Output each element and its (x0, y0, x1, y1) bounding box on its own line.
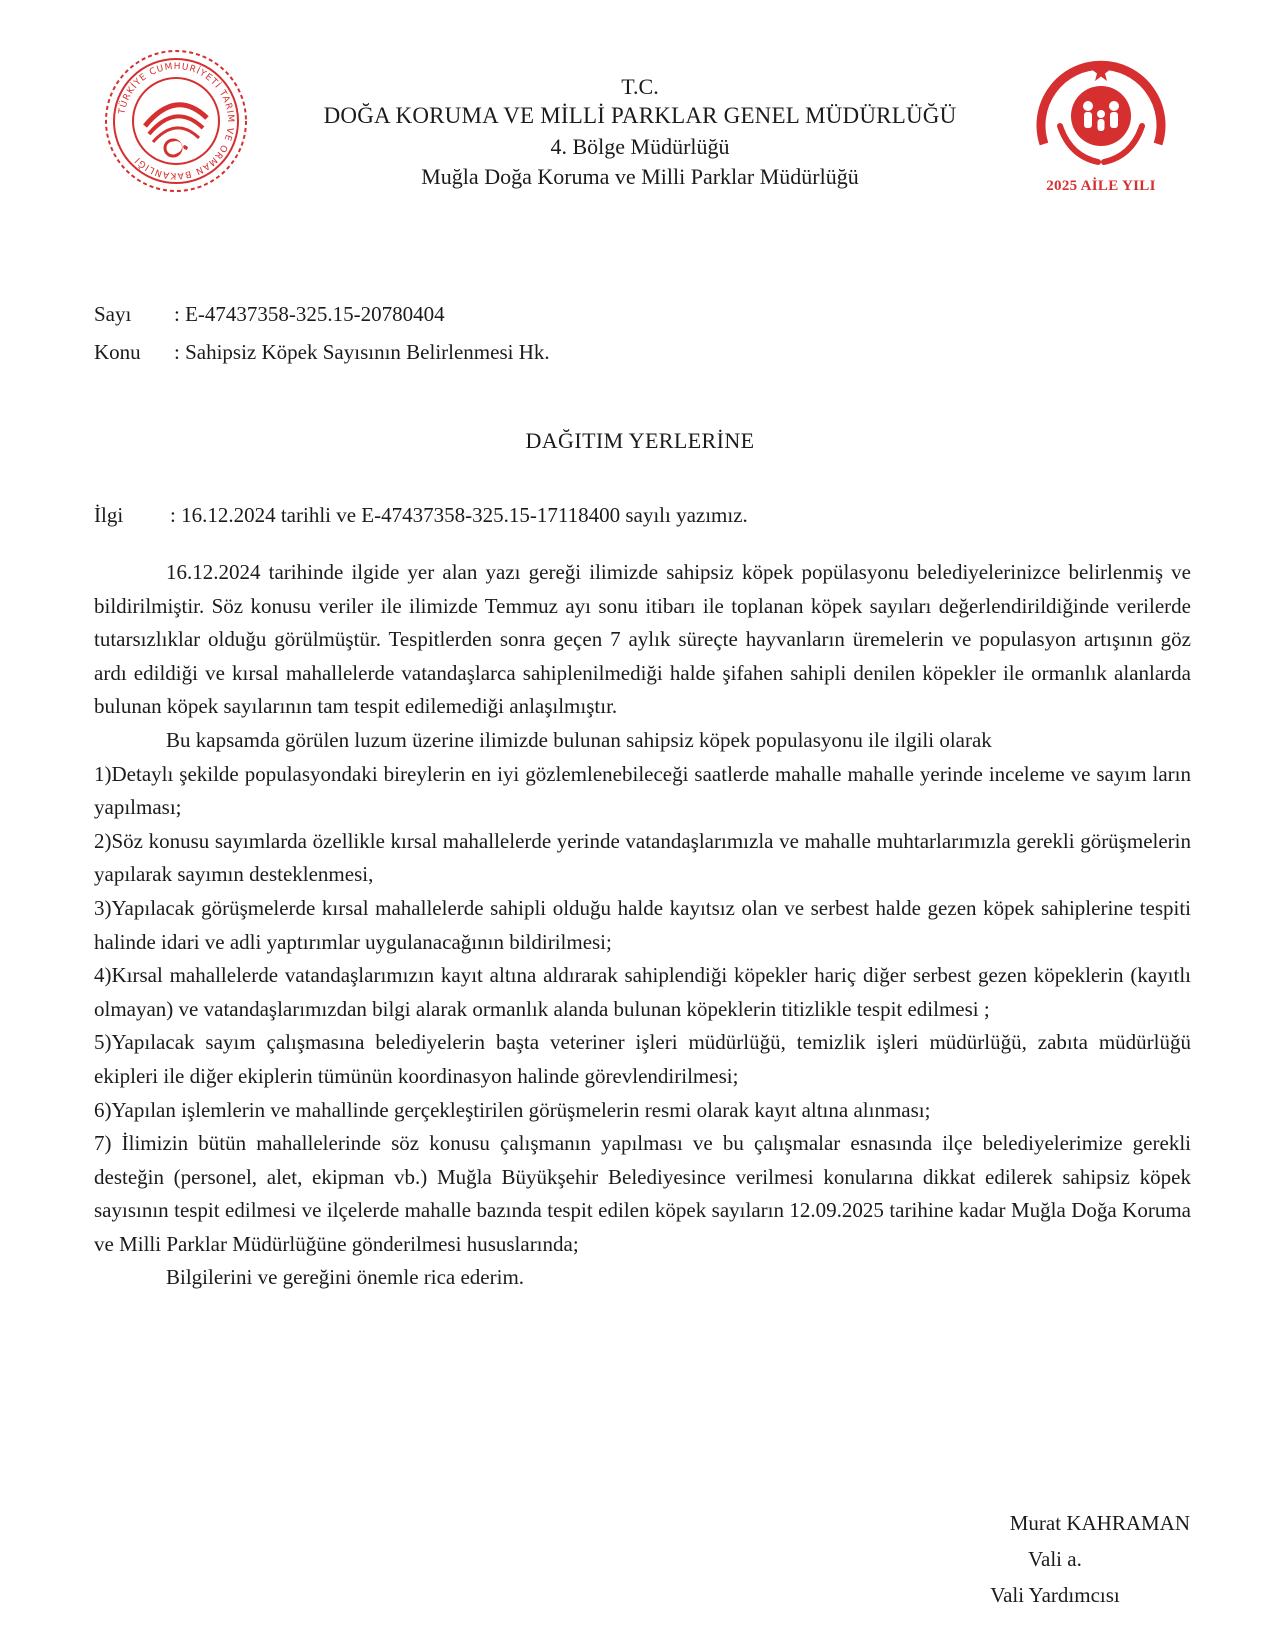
list-item: 4)Kırsal mahallelerde vatandaşlarımızın kayıt altına aldırarak sahiplendiği köpekler hariç diğer serbest gezen köpeklerin (kayıtlı olmayan) ve vatandaşlarımızdan bilgi alarak ormanlık alanda bulunan köpeklerin titizlikle tespit edilmesi ; (94, 963, 1191, 1021)
paragraph-1: 16.12.2024 tarihinde ilgide yer alan yazı gereği ilimizde sahipsiz köpek popülasyonu belediyelerinizce belirlenmiş ve bildirilmiştir. Söz konusu veriler ile ilimizde Temmuz ayı sonu itibarı ile toplanan köpek sayıları değerlendirildiğinde verilerde tutarsızlıklar olduğu görülmüştür. Tespitlerden sonra geçen 7 aylık süreçte hayvanların üremelerin ve populasyon artışının göz ardı edildiği ve kırsal mahallelerde vatandaşlarca sahiplenilmediği halde şifahen sahipli denilen köpekler ile ormanlık alanlarda bulunan köpek sayılarının tam tespit edilemediği anlaşılmıştır. (94, 560, 1191, 719)
header-agency: DOĞA KORUMA VE MİLLİ PARKLAR GENEL MÜDÜRLÜĞÜ (323, 103, 957, 128)
letter-body (94, 556, 1191, 1295)
svg-text:TÜRKİYE CUMHURİYETİ TARIM VE O (117, 62, 235, 180)
list-item: 1)Detaylı şekilde populasyondaki bireylerin en iyi gözlemlenebileceği saatlerde mahalle mahalle yerinde inceleme ve sayım ların yapılması; (94, 761, 1191, 820)
konu-label: Konu (94, 340, 141, 364)
konu-value: : Sahipsiz Köpek Sayısının Belirlenmesi Hk. (174, 340, 550, 364)
list-item: 7) İlimizin bütün mahallelerinde söz konusu çalışmanın yapılması ve bu çalışmalar esnasında ilçe belediyelerimize gerekli desteğin (personel, alet, ekipman vb.) Muğla Büyükşehir Belediyesince verilmesi konularına dikkat edilerek sahipsiz köpek sayısının tespit edilmesi ve ilçelerde mahalle bazında tespit edilen köpek sayıların 12.09.2025 tarihine kadar Muğla Doğa Koruma ve Milli Parklar Müdürlüğüne gönderilmesi hususlarında; (94, 1131, 1191, 1256)
seal-ring-text: TÜRKİYE CUMHURİYETİ TARIM VE ORMAN BAKANLIĞI (117, 61, 236, 181)
ministry-seal-logo (103, 48, 249, 194)
signer-on-behalf: Vali a. (1028, 1547, 1082, 1571)
ilgi-value: : 16.12.2024 tarihli ve E-47437358-325.15-17118400 sayılı yazımız. (170, 503, 748, 527)
signer-name: Murat KAHRAMAN (1009, 1511, 1190, 1535)
header-region: 4. Bölge Müdürlüğü (550, 134, 730, 159)
addressee: DAĞITIM YERLERİNE (525, 428, 755, 453)
header-office: Muğla Doğa Koruma ve Milli Parklar Müdürlüğü (421, 164, 859, 189)
sayi-value: : E-47437358-325.15-20780404 (174, 302, 445, 326)
sayi-label: Sayı (94, 302, 132, 326)
list-item: 2)Söz konusu sayımlarda özellikle kırsal mahallelerde yerinde vatandaşlarımızla ve mahalle muhtarlarımızla gerekli görüşmelerin yapılarak sayımın desteklenmesi, (94, 828, 1191, 887)
signature-block (920, 1505, 1190, 1613)
closing-line: Bilgilerini ve gereğini önemle rica ederim. (166, 1265, 525, 1290)
aile-yili-caption: 2025 AİLE YILI (1046, 178, 1156, 194)
list-item: 6)Yapılan işlemlerin ve mahallinde gerçekleştirilen görüşmelerin resmi olarak kayıt altına alınması; (94, 1097, 931, 1122)
signer-title: Vali Yardımcısı (990, 1583, 1120, 1607)
list-item: 3)Yapılacak görüşmelerde kırsal mahallelerde sahipli olduğu halde kayıtsız olan ve serbest halde gezen köpek sahiplerine tespiti halinde idari ve adli yaptırımlar uygulanacağının bildirilmesi; (94, 895, 1191, 954)
header-country: T.C. (621, 74, 659, 99)
list-item: 5)Yapılacak sayım çalışmasına belediyelerin başta veteriner işleri müdürlüğü, temizlik işleri müdürlüğü, zabıta müdürlüğü ekipleri ile diğer ekiplerin tümünün koordinasyon halinde görevlendirilmesi; (94, 1030, 1191, 1088)
paragraph-2: Bu kapsamda görülen luzum üzerine ilimizde bulunan sahipsiz köpek populasyonu ile ilgili olarak (166, 727, 992, 752)
ilgi-label: İlgi (94, 503, 124, 527)
